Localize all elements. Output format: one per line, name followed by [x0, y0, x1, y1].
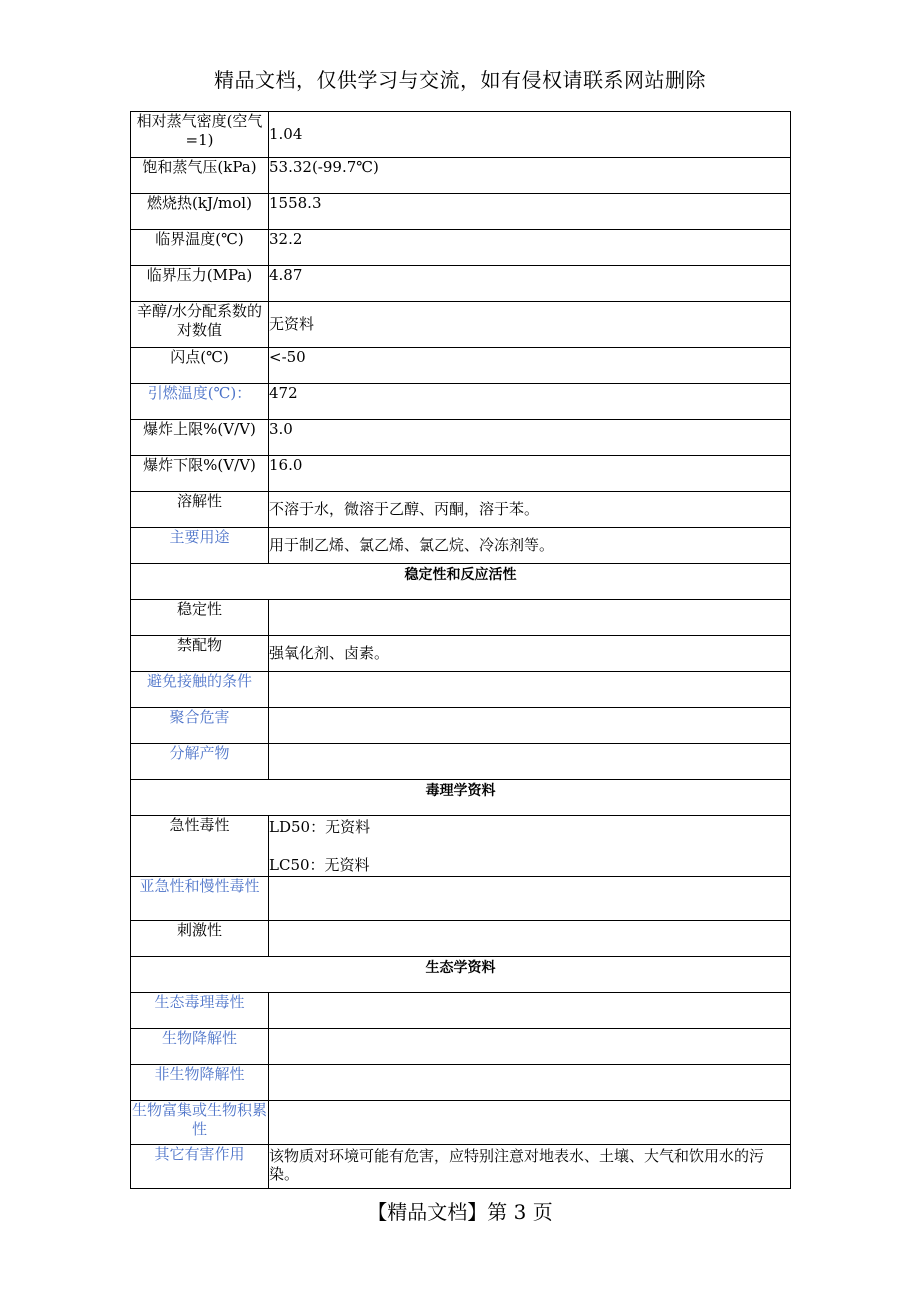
- row-value: 不溶于水，微溶于乙醇、丙酮，溶于苯。: [269, 492, 791, 528]
- row-label-link[interactable]: 主要用途: [131, 528, 269, 564]
- row-value: 4.87: [269, 266, 791, 302]
- row-label-link[interactable]: 生物富集或生物积累性: [131, 1101, 269, 1145]
- row-label: 稳定性: [131, 600, 269, 636]
- row-label: 临界压力(MPa): [131, 266, 269, 302]
- section-title-ecology: 生态学资料: [131, 957, 791, 993]
- row-label-link[interactable]: 非生物降解性: [131, 1065, 269, 1101]
- table-row: [131, 266, 791, 302]
- table-row: [131, 348, 791, 384]
- table-row: [131, 456, 791, 492]
- acute-toxicity-values: [269, 816, 791, 877]
- table-row: [131, 230, 791, 266]
- table-row: [131, 877, 791, 921]
- row-label: 燃烧热(kJ/mol): [131, 194, 269, 230]
- section-header-row: [131, 957, 791, 993]
- row-label-link[interactable]: 生态毒理毒性: [131, 993, 269, 1029]
- table-row: [131, 302, 791, 348]
- ld50-value: LD50：无资料: [269, 818, 371, 836]
- row-value: 3.0: [269, 420, 791, 456]
- row-value: [269, 1029, 791, 1065]
- page-header: 精品文档，仅供学习与交流，如有侵权请联系网站删除: [214, 68, 706, 92]
- row-label: 临界温度(℃): [131, 230, 269, 266]
- row-label: 爆炸下限%(V/V): [131, 456, 269, 492]
- table-row: [131, 993, 791, 1029]
- table-row: [131, 492, 791, 528]
- row-value: [269, 744, 791, 780]
- table-row: [131, 1029, 791, 1065]
- row-label: 刺激性: [131, 921, 269, 957]
- table-row: [131, 921, 791, 957]
- row-value: 1.04: [269, 112, 791, 158]
- row-value: [269, 672, 791, 708]
- row-label: 饱和蒸气压(kPa): [131, 158, 269, 194]
- row-value: 该物质对环境可能有危害，应特别注意对地表水、土壤、大气和饮用水的污染。: [269, 1145, 791, 1189]
- section-title-stability: 稳定性和反应活性: [131, 564, 791, 600]
- row-value: 472: [269, 384, 791, 420]
- row-value: 无资料: [269, 302, 791, 348]
- row-value: 32.2: [269, 230, 791, 266]
- table-row: [131, 384, 791, 420]
- row-value: [269, 1101, 791, 1145]
- row-value: [269, 877, 791, 921]
- row-label: 禁配物: [131, 636, 269, 672]
- table-row: [131, 158, 791, 194]
- row-value: 16.0: [269, 456, 791, 492]
- table-row: [131, 744, 791, 780]
- row-value: [269, 600, 791, 636]
- table-row: [131, 672, 791, 708]
- table-row: [131, 528, 791, 564]
- row-value: 强氧化剂、卤素。: [269, 636, 791, 672]
- section-header-row: [131, 780, 791, 816]
- row-value: 用于制乙烯、氯乙烯、氯乙烷、冷冻剂等。: [269, 528, 791, 564]
- row-label-link[interactable]: 其它有害作用: [131, 1145, 269, 1189]
- table-row: [131, 708, 791, 744]
- table-row: [131, 636, 791, 672]
- row-value: [269, 921, 791, 957]
- lc50-value: LC50：无资料: [269, 856, 370, 874]
- table-row: [131, 1065, 791, 1101]
- section-title-toxicology: 毒理学资料: [131, 780, 791, 816]
- row-value: 53.32(-99.7℃): [269, 158, 791, 194]
- row-label: 溶解性: [131, 492, 269, 528]
- table-row: [131, 600, 791, 636]
- section-header-row: [131, 564, 791, 600]
- table-row: [131, 112, 791, 158]
- row-value: [269, 993, 791, 1029]
- row-label: 爆炸上限%(V/V): [131, 420, 269, 456]
- table-row: [131, 420, 791, 456]
- msds-table: [130, 111, 791, 1189]
- row-label-link[interactable]: 亚急性和慢性毒性: [131, 877, 269, 921]
- table-row: [131, 1145, 791, 1189]
- row-label-link[interactable]: 聚合危害: [131, 708, 269, 744]
- row-label-link[interactable]: 引燃温度(℃)：: [131, 384, 269, 420]
- row-label: 急性毒性: [131, 816, 269, 877]
- table-row: [131, 816, 791, 877]
- row-label: 辛醇/水分配系数的对数值: [131, 302, 269, 348]
- row-label-link[interactable]: 避免接触的条件: [131, 672, 269, 708]
- row-label: 相对蒸气密度(空气=1): [131, 112, 269, 158]
- row-label-link[interactable]: 生物降解性: [131, 1029, 269, 1065]
- table-row: [131, 194, 791, 230]
- row-value: 1558.3: [269, 194, 791, 230]
- table-row: [131, 1101, 791, 1145]
- row-value: [269, 708, 791, 744]
- page-footer: 【精品文档】第 3 页: [367, 1200, 553, 1224]
- row-value: <-50: [269, 348, 791, 384]
- row-label: 闪点(℃): [131, 348, 269, 384]
- row-label-link[interactable]: 分解产物: [131, 744, 269, 780]
- row-value: [269, 1065, 791, 1101]
